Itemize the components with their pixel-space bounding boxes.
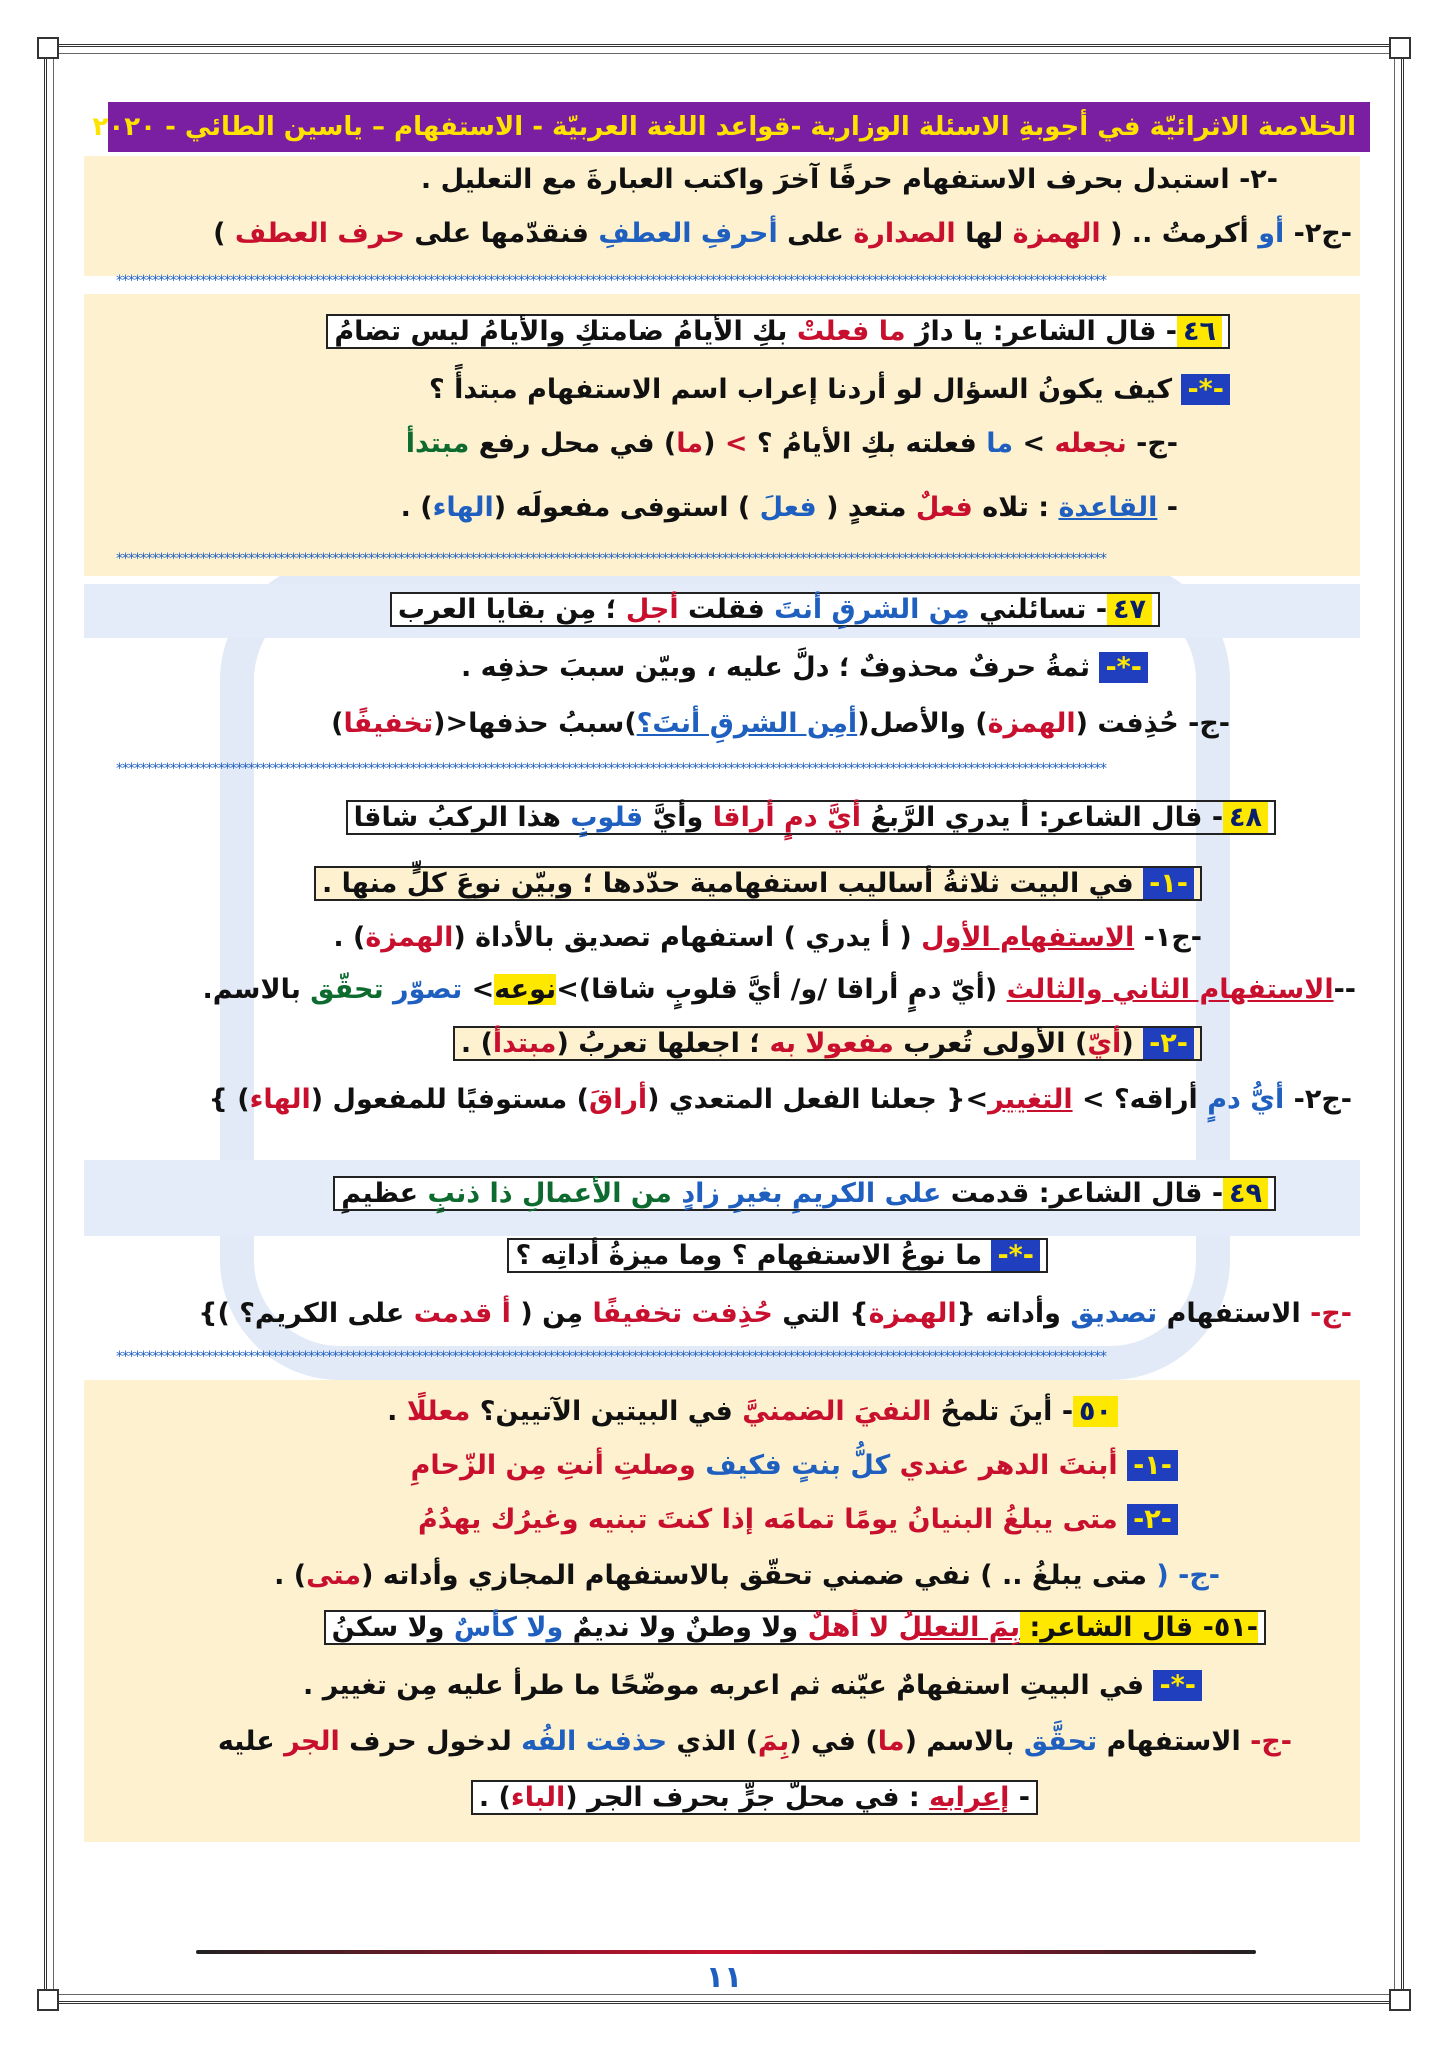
q50-question: ٥٠- أينَ تلمحُ النفيَ الضمنيَّ في البيتين الآتيين؟ معللًا .: [387, 1392, 1118, 1432]
q51-ask: -*- في البيتِ استفهامٌ عيّنه ثم اعربه موضّحًا ما طرأ عليه مِن تغيير .: [303, 1666, 1202, 1706]
q46-ask: -*- كيف يكونُ السؤال لو أردنا إعراب اسم الاستفهام مبتدأً ؟: [429, 370, 1230, 410]
q50-verse2: -٢- متى يبلغُ البنيانُ يومًا تمامَه إذا كنتَ تبنيه وغيرُك يهدُمُ: [418, 1500, 1178, 1540]
q47-answer: -ج- حُذِفت (الهمزة) والأصل(أمِن الشرقِ أنتَ؟)سببُ حذفها<(تخفيفًا): [331, 708, 1230, 739]
q46-rule: - القاعدة : تلاه فعلٌ متعدٍ ( فعلَ ) استوفى مفعولَه (الهاء) .: [400, 492, 1178, 523]
page-header: [92, 102, 1370, 152]
header-title: الخلاصة الاثرائيّة في أجوبةِ الاسئلة الوزارية -قواعد اللغة العربيّة - الاستفهام – ياسين الطائي - ٢٠٢٠: [92, 112, 1356, 142]
q47-verse: ٤٧- تسائلني مِن الشرقِ أنتَ فقلت أجل ؛ مِن بقايا العرب: [390, 590, 1160, 630]
q49-answer: -ج- الاستفهام تصديق وأداته {الهمزة} التي حُذِفت تخفيفًا مِن ( أ قدمت على الكريم؟ )}: [198, 1298, 1352, 1329]
page-number: ١١: [705, 1960, 743, 1995]
footer-divider: [196, 1950, 1256, 1954]
divider-stars: *********************************************************************************************************************************************************************: [116, 551, 1106, 567]
q51-answer: -ج- الاستفهام تحقَّق بالاسم (ما) في (بِمَ) الذي حذفت الفُه لدخول حرف الجر عليه: [217, 1726, 1292, 1757]
q48-answer1: -ج١- الاستفهام الأول ( أ يدري ) استفهام تصديق بالأداة (الهمزة) .: [333, 922, 1202, 953]
q49-verse: ٤٩- قال الشاعر: قدمت على الكريمِ بغيرِ زادٍ من الأعمالِ ذا ذنبٍ عظيمِ: [333, 1174, 1276, 1214]
divider-stars: *********************************************************************************************************************************************************************: [116, 1349, 1106, 1365]
q48-sub2: -٢- (أيّ) الأولى تُعرب مفعولا به ؛ اجعلها تعربُ (مبتدأ) .: [453, 1024, 1202, 1064]
q48-sub1: -١- في البيت ثلاثةُ أساليب استفهامية حدّدها ؛ وبيّن نوعَ كلٍّ منها .: [314, 864, 1202, 904]
divider-stars: *********************************************************************************************************************************************************************: [116, 761, 1106, 777]
q-prev-line1: -٢- استبدل بحرف الاستفهام حرفًا آخرَ واكتب العبارةَ مع التعليل .: [420, 164, 1278, 195]
q-prev-line2: -ج٢- أو أكرمتُ .. ( الهمزة لها الصدارة على أحرفِ العطفِ فنقدّمها على حرف العطف ): [213, 218, 1352, 249]
divider-stars: *********************************************************************************************************************************************************************: [116, 273, 1106, 289]
q48-verse: ٤٨- قال الشاعر: أ يدري الرَّبعُ أيَّ دمٍ أراقا وأيَّ قلوبٍ هذا الركبُ شاقا: [346, 798, 1276, 838]
q50-answer: -ج- ( متى يبلغُ .. ) نفي ضمني تحقّق بالاستفهام المجازي وأداته (متى) .: [274, 1560, 1220, 1591]
q51-irab: - إعرابه : في محلّ جرٍّ بحرف الجر (الباء) .: [471, 1778, 1038, 1818]
q50-verse1: -١- أبنتَ الدهر عندي كلُّ بنتٍ فكيف وصلتِ أنتِ مِن الزّحامِ: [411, 1446, 1178, 1486]
q46-verse: ٤٦- قال الشاعر: يا دارُ ما فعلتْ بكِ الأيامُ ضامتكِ والأيامُ ليس تضامُ: [326, 312, 1230, 352]
q46-answer: -ج- نجعله > ما فعلته بكِ الأيامُ ؟ > (ما) في محل رفع مبتدأ: [405, 428, 1178, 459]
q47-ask: -*- ثمةُ حرفٌ محذوفٌ ؛ دلَّ عليه ، وبيّن سببَ حذفِه .: [461, 648, 1148, 688]
q48-answer3: -ج٢- أيُّ دمٍ أراقه؟ > التغيير>{ جعلنا الفعل المتعدي (أراقَ) مستوفيًا للمفعول (الهاء) }: [208, 1084, 1352, 1115]
q51-verse: -٥١- قال الشاعر: بِمَ التعللُ لا أهلٌ ولا وطنٌ ولا نديمٌ ولا كأسٌ ولا سكنُ: [324, 1608, 1266, 1648]
q49-ask: -*- ما نوعُ الاستفهام ؟ وما ميزةُ أداتِه ؟: [507, 1236, 1048, 1276]
q48-answer2: --الاستفهام الثاني والثالث (أيّ دمٍ أراقا /و/ أيَّ قلوبٍ شاقا)>نوعه> تصوّر تحقّق بالاسم.: [202, 974, 1356, 1005]
